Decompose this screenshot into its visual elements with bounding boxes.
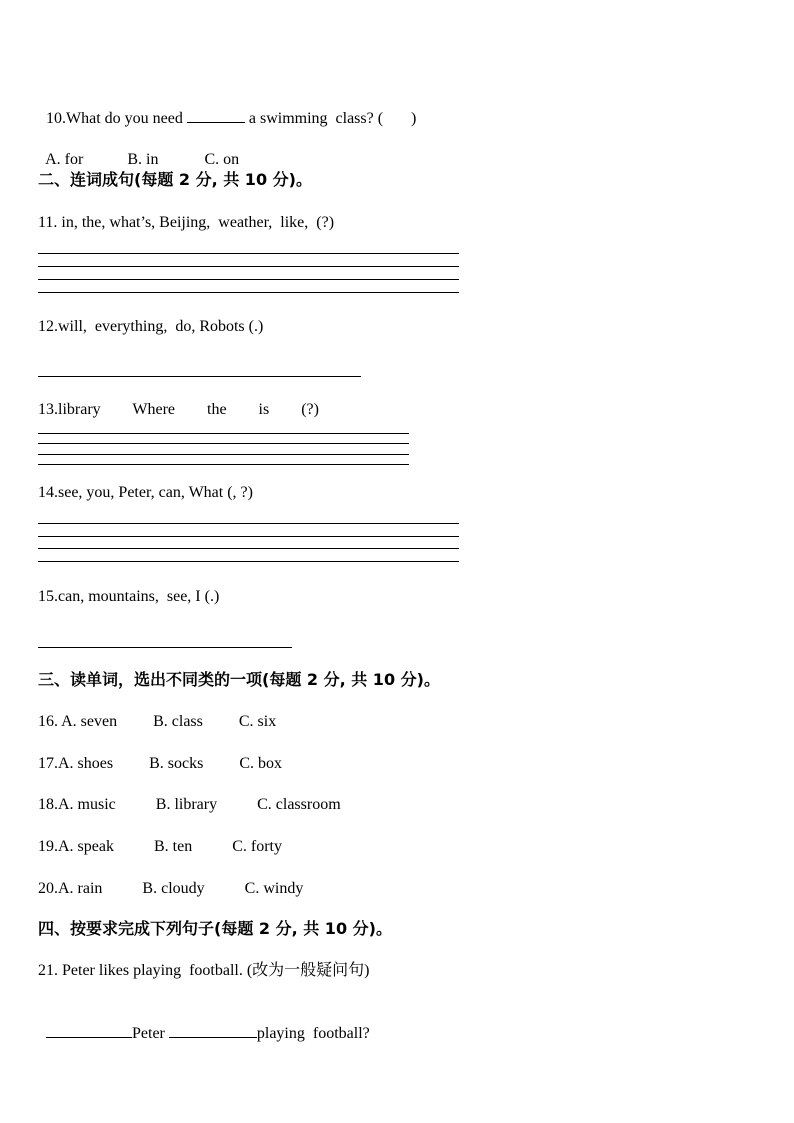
answer-line: [38, 647, 292, 648]
answer-line: [38, 292, 459, 293]
question-18: 18.A. music B. library C. classroom: [38, 796, 341, 813]
answer-line: [38, 464, 409, 465]
section-2-heading: 二、连词成句(每题 2 分, 共 10 分)。: [38, 170, 312, 189]
answer-line: [38, 376, 361, 377]
question-21-answer-end: playing football?: [256, 1025, 370, 1042]
option-c: C. on: [204, 151, 240, 168]
answer-line: [38, 433, 409, 434]
question-10-suffix: a swimming class? ( ): [244, 110, 417, 127]
option-b: B. in: [127, 151, 159, 168]
answer-line: [38, 443, 409, 444]
question-21-answer-mid: Peter: [132, 1025, 169, 1042]
question-10: [38, 88, 416, 129]
section-4-heading: 四、按要求完成下列句子(每题 2 分, 共 10 分)。: [38, 919, 392, 938]
question-15: 15.can, mountains, see, I (.): [38, 588, 220, 605]
question-16: 16. A. seven B. class C. six: [38, 713, 277, 730]
answer-line: [38, 548, 459, 549]
option-a: A. for: [45, 151, 84, 168]
answer-blank[interactable]: [187, 108, 245, 123]
question-10-prefix: 10.What do you need: [46, 110, 187, 127]
question-17: 17.A. shoes B. socks C. box: [38, 755, 283, 772]
question-19: 19.A. speak B. ten C. forty: [38, 838, 282, 855]
answer-line: [38, 523, 459, 524]
answer-line: [38, 454, 409, 455]
question-21-answer: [38, 1003, 370, 1044]
question-12: 12.will, everything, do, Robots (.): [38, 318, 264, 335]
question-13: 13.library Where the is (?): [38, 401, 319, 418]
answer-blank[interactable]: [46, 1023, 132, 1038]
question-11: 11. in, the, what’s, Beijing, weather, like, (?): [38, 214, 335, 231]
answer-line: [38, 561, 459, 562]
question-21: 21. Peter likes playing football. (改为一般疑问句): [38, 962, 370, 979]
answer-line: [38, 536, 459, 537]
answer-blank[interactable]: [169, 1023, 257, 1038]
answer-line: [38, 279, 459, 280]
question-20: 20.A. rain B. cloudy C. windy: [38, 880, 304, 897]
answer-line: [38, 253, 459, 254]
answer-line: [38, 266, 459, 267]
question-14: 14.see, you, Peter, can, What (, ?): [38, 484, 253, 501]
section-3-heading: 三、读单词，选出不同类的一项(每题 2 分, 共 10 分)。: [38, 670, 440, 689]
question-10-options: [38, 130, 239, 170]
